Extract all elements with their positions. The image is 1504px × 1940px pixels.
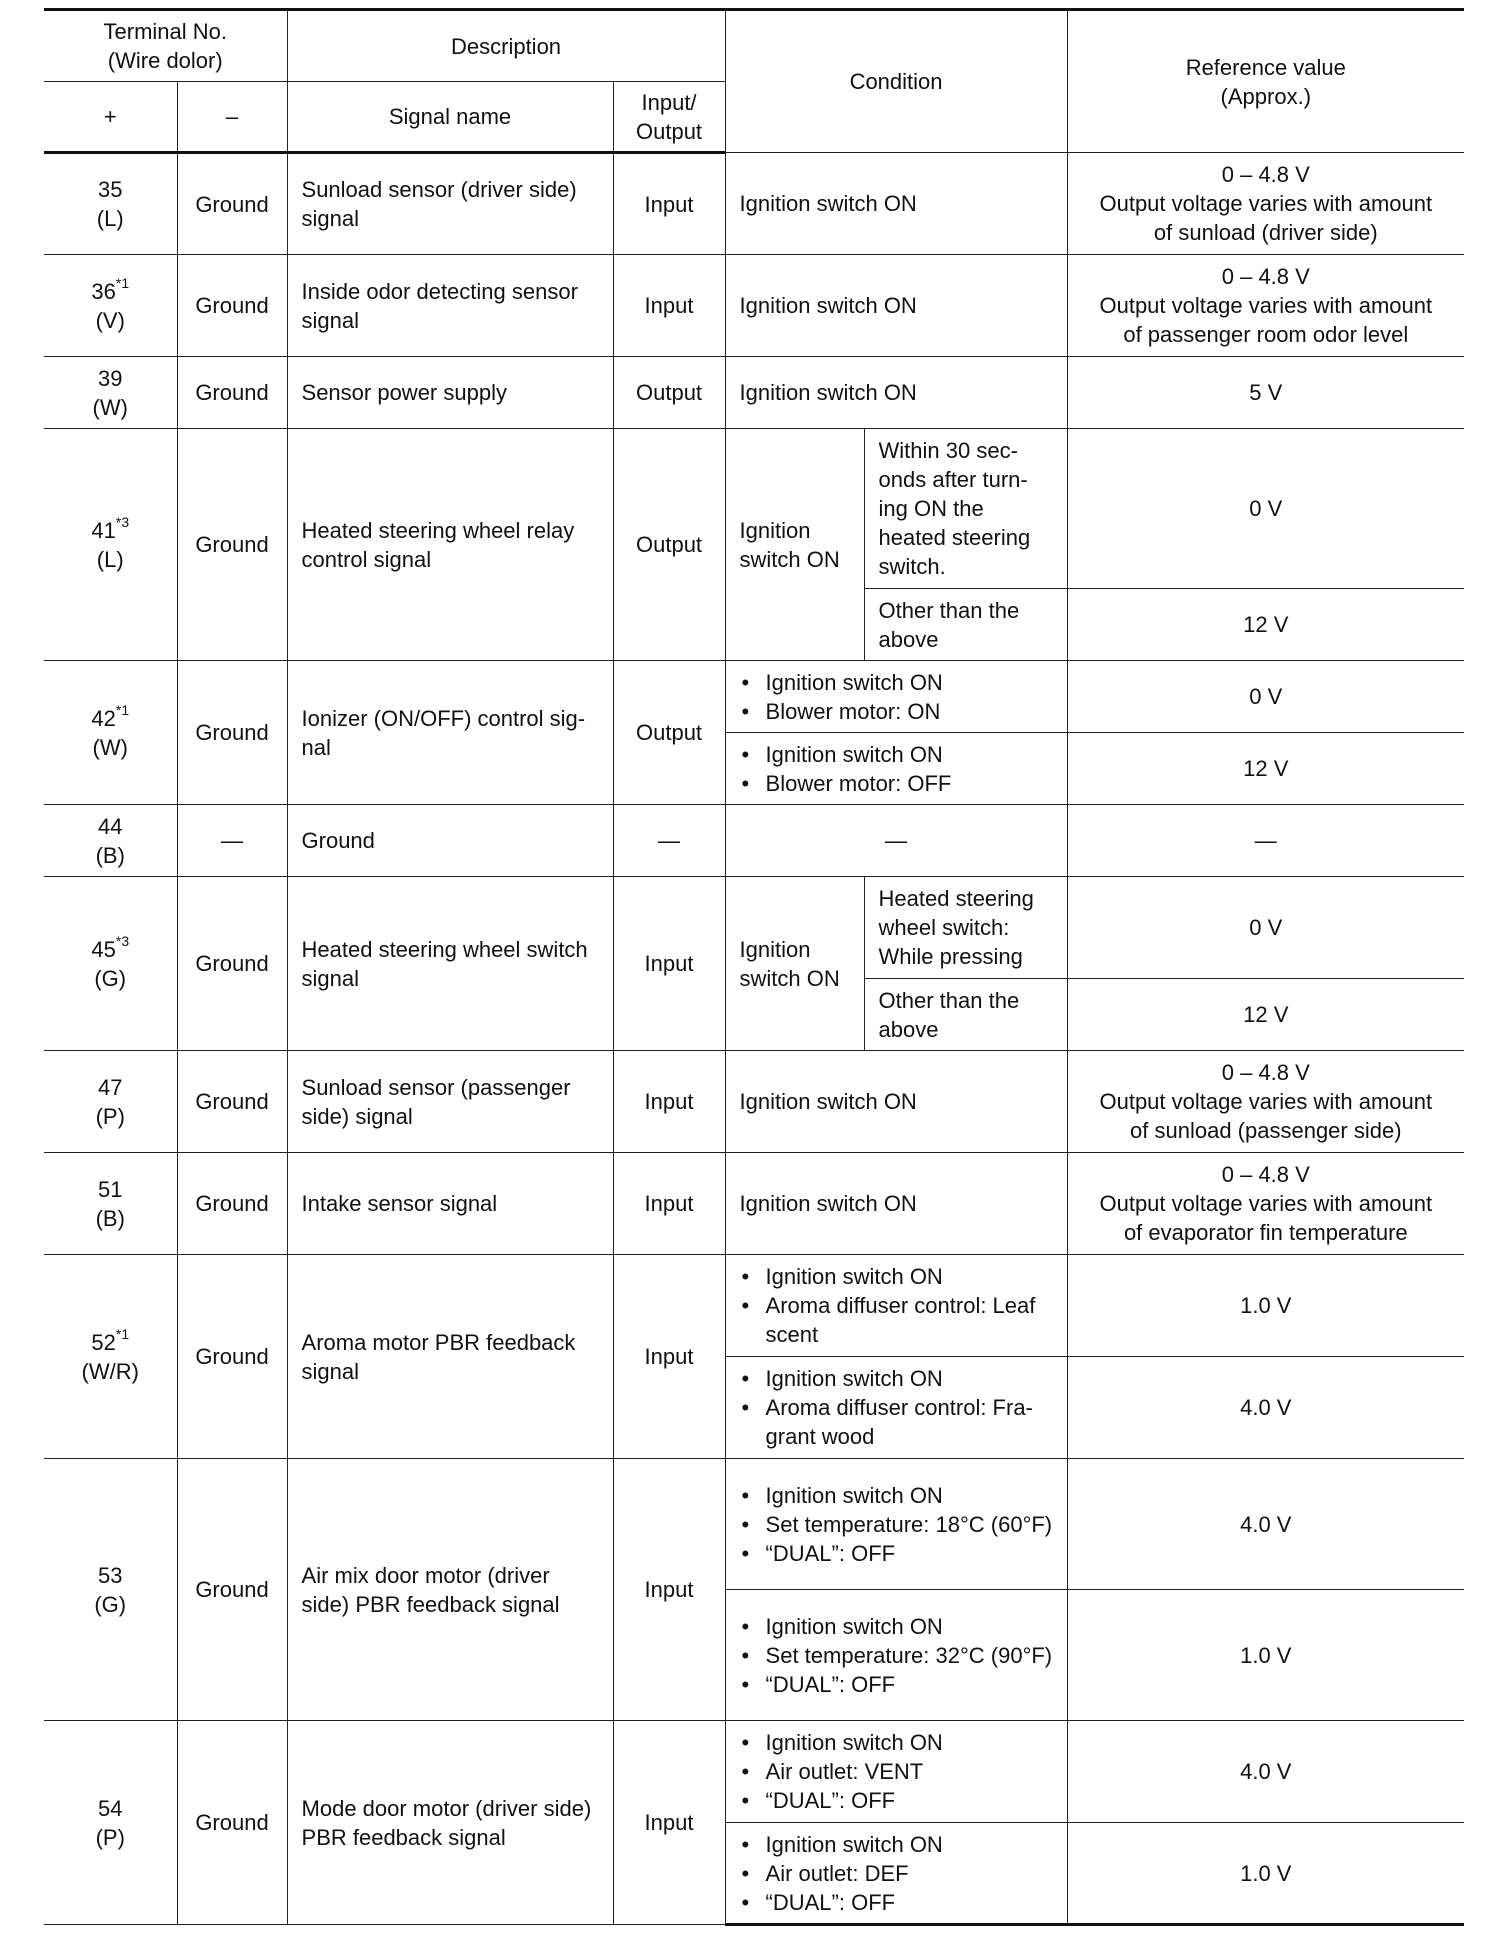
input-output-cell: Input <box>613 1459 725 1721</box>
terminal-number-value: 36 <box>91 278 116 304</box>
input-output-cell: Input <box>613 1255 725 1459</box>
reference-value-cell: 4.0 V <box>1067 1357 1464 1459</box>
terminal-number <box>58 277 163 306</box>
terminal-number <box>58 1794 163 1823</box>
condition-item: • Blower motor: ON <box>740 697 1053 726</box>
terminal-number-cell <box>44 661 177 805</box>
negative-terminal-cell: Ground <box>177 1153 287 1255</box>
wire-color: (G) <box>94 1591 127 1617</box>
reference-value-cell <box>1067 1153 1464 1255</box>
signal-name-cell: Intake sensor signal <box>287 1153 613 1255</box>
input-output-cell: Input <box>613 153 725 255</box>
terminal-number <box>58 1561 163 1590</box>
negative-terminal-cell: Ground <box>177 661 287 805</box>
wire-color: (B) <box>95 842 125 868</box>
signal-name-cell: Inside odor detecting sensor signal <box>287 255 613 357</box>
condition-item: • Set temperature: 18°C (60°F) <box>740 1510 1053 1539</box>
input-output-cell: — <box>613 805 725 877</box>
condition-header: Condition <box>725 10 1067 153</box>
condition-cell <box>725 661 1067 733</box>
condition-cell: Ignition switch ON <box>725 357 1067 429</box>
negative-terminal-cell: Ground <box>177 1721 287 1925</box>
reference-value-cell: 1.0 V <box>1067 1255 1464 1357</box>
table-row <box>44 153 1464 255</box>
reference-value-cell <box>1067 1051 1464 1153</box>
reference-value-cell: 1.0 V <box>1067 1590 1464 1721</box>
reference-line: 0 – 4.8 V <box>1221 1060 1310 1085</box>
table-row <box>44 429 1464 589</box>
reference-value-cell: 12 V <box>1067 979 1464 1051</box>
condition-item: • Air outlet: VENT <box>740 1757 1053 1786</box>
terminal-number <box>58 935 163 964</box>
reference-value-cell: 0 V <box>1067 661 1464 733</box>
condition-item: • Blower motor: OFF <box>740 769 1053 798</box>
condition-detail-cell: Other than the above <box>864 589 1067 661</box>
input-output-cell: Output <box>613 429 725 661</box>
table-row <box>44 661 1464 733</box>
negative-terminal-cell: Ground <box>177 255 287 357</box>
table-row <box>44 805 1464 877</box>
signal-name-cell: Air mix door motor (driver side) PBR feedback signal <box>287 1459 613 1721</box>
condition-cell: Ignition switch ON <box>725 255 1067 357</box>
condition-item: • Ignition switch ON <box>740 668 1053 697</box>
condition-cell <box>725 1357 1067 1459</box>
footnote-marker: *3 <box>115 933 130 950</box>
table-row <box>44 255 1464 357</box>
wire-color: (W) <box>92 734 128 760</box>
terminal-number-value: 52 <box>91 1329 116 1355</box>
reference-line: Output voltage varies with amount <box>1099 1089 1433 1114</box>
signal-name-cell: Ionizer (ON/OFF) control sig- nal <box>287 661 613 805</box>
reference-line: of passenger room odor level <box>1123 322 1409 347</box>
condition-item: • Aroma diffuser control: Fra- grant wood <box>740 1393 1053 1451</box>
condition-list <box>740 1481 1053 1568</box>
input-output-cell: Output <box>613 357 725 429</box>
signal-name-cell: Aroma motor PBR feedback signal <box>287 1255 613 1459</box>
signal-name-header: Signal name <box>287 82 613 153</box>
condition-cell <box>725 1823 1067 1925</box>
reference-line: 5 V <box>1249 380 1283 405</box>
negative-terminal-cell: Ground <box>177 153 287 255</box>
terminal-number-value: 53 <box>98 1562 123 1588</box>
table-row <box>44 1153 1464 1255</box>
negative-terminal-cell: Ground <box>177 1255 287 1459</box>
terminal-number-value: 45 <box>91 936 116 962</box>
reference-line: Output voltage varies with amount <box>1099 1191 1433 1216</box>
reference-line: 0 – 4.8 V <box>1221 1162 1310 1187</box>
reference-value-cell <box>1067 153 1464 255</box>
signal-name-cell: Mode door motor (driver side) PBR feedback signal <box>287 1721 613 1925</box>
terminal-number-cell <box>44 429 177 661</box>
terminal-number-value: 47 <box>98 1074 123 1100</box>
reference-line: of sunload (driver side) <box>1153 220 1378 245</box>
reference-value-cell: 4.0 V <box>1067 1721 1464 1823</box>
terminal-number <box>58 175 163 204</box>
reference-line: Output voltage varies with amount <box>1099 191 1433 216</box>
input-output-cell: Input <box>613 1051 725 1153</box>
terminal-number-cell <box>44 805 177 877</box>
input-output-cell: Output <box>613 661 725 805</box>
signal-name-cell: Heated steering wheel relay control signal <box>287 429 613 661</box>
condition-list <box>740 1830 1053 1917</box>
reference-line: Output voltage varies with amount <box>1099 293 1433 318</box>
terminal-number-cell <box>44 357 177 429</box>
negative-terminal-cell: Ground <box>177 1459 287 1721</box>
signal-name-cell: Sunload sensor (passenger side) signal <box>287 1051 613 1153</box>
table-row <box>44 1051 1464 1153</box>
terminal-no-header: Terminal No. (Wire dolor) <box>44 10 287 82</box>
terminal-number-value: 44 <box>98 813 123 839</box>
table-row <box>44 1255 1464 1357</box>
condition-item: • “DUAL”: OFF <box>740 1539 1053 1568</box>
condition-item: • Ignition switch ON <box>740 740 1053 769</box>
terminal-number-cell <box>44 1459 177 1721</box>
terminal-number-value: 41 <box>91 517 116 543</box>
reference-line: 0 – 4.8 V <box>1221 162 1310 187</box>
terminal-number-cell <box>44 1051 177 1153</box>
reference-value-cell: 0 V <box>1067 877 1464 979</box>
negative-terminal-cell: Ground <box>177 877 287 1051</box>
reference-value-cell: 12 V <box>1067 589 1464 661</box>
footnote-marker: *1 <box>115 1326 130 1343</box>
terminal-number <box>58 364 163 393</box>
negative-terminal-cell: Ground <box>177 429 287 661</box>
signal-name-cell: Sunload sensor (driver side) signal <box>287 153 613 255</box>
condition-detail-cell: Heated steering wheel switch: While pressing <box>864 877 1067 979</box>
condition-detail-cell: Other than the above <box>864 979 1067 1051</box>
condition-item: • Ignition switch ON <box>740 1830 1053 1859</box>
condition-detail-cell: Within 30 sec- onds after turn- ing ON the heated steering switch. <box>864 429 1067 589</box>
terminal-number-cell <box>44 153 177 255</box>
table-row <box>44 1459 1464 1590</box>
condition-item: • Set temperature: 32°C (90°F) <box>740 1641 1053 1670</box>
condition-cell <box>725 1721 1067 1823</box>
condition-item: • “DUAL”: OFF <box>740 1670 1053 1699</box>
terminal-number-cell <box>44 1255 177 1459</box>
input-output-cell: Input <box>613 255 725 357</box>
reference-line: of evaporator fin temperature <box>1123 1220 1408 1245</box>
negative-terminal-cell: Ground <box>177 1051 287 1153</box>
condition-main-cell: Ignition switch ON <box>725 429 864 661</box>
condition-item: • Ignition switch ON <box>740 1612 1053 1641</box>
minus-terminal-header: – <box>177 82 287 153</box>
terminal-number-cell <box>44 255 177 357</box>
condition-item: • Aroma diffuser control: Leaf scent <box>740 1291 1053 1349</box>
condition-cell: Ignition switch ON <box>725 153 1067 255</box>
negative-terminal-cell: — <box>177 805 287 877</box>
condition-item: • Ignition switch ON <box>740 1364 1053 1393</box>
table-row <box>44 357 1464 429</box>
terminal-number-value: 54 <box>98 1795 123 1821</box>
wire-color: (L) <box>96 546 124 572</box>
condition-cell <box>725 733 1067 805</box>
reference-value-cell <box>1067 805 1464 877</box>
terminal-number-value: 39 <box>98 365 123 391</box>
input-output-header: Input/ Output <box>613 82 725 153</box>
condition-item: • “DUAL”: OFF <box>740 1786 1053 1815</box>
description-header: Description <box>287 10 725 82</box>
table-row <box>44 1721 1464 1823</box>
terminal-number <box>58 1175 163 1204</box>
terminal-number-cell <box>44 1721 177 1925</box>
signal-name-cell: Sensor power supply <box>287 357 613 429</box>
condition-item: • “DUAL”: OFF <box>740 1888 1053 1917</box>
condition-cell <box>725 1255 1067 1357</box>
wire-color: (W) <box>92 394 128 420</box>
wire-color: (W/R) <box>81 1358 139 1384</box>
input-output-cell: Input <box>613 1721 725 1925</box>
condition-list <box>740 740 1053 798</box>
condition-cell: Ignition switch ON <box>725 1153 1067 1255</box>
condition-list <box>740 1364 1053 1451</box>
reference-value-cell: 12 V <box>1067 733 1464 805</box>
condition-item: • Ignition switch ON <box>740 1728 1053 1757</box>
wire-color: (P) <box>95 1824 125 1850</box>
footnote-marker: *1 <box>115 702 130 719</box>
condition-cell: — <box>725 805 1067 877</box>
condition-cell <box>725 1590 1067 1721</box>
condition-list <box>740 1728 1053 1815</box>
negative-terminal-cell: Ground <box>177 357 287 429</box>
reference-value-cell: 0 V <box>1067 429 1464 589</box>
condition-list <box>740 1612 1053 1699</box>
wire-color: (G) <box>94 965 127 991</box>
terminal-number-cell <box>44 1153 177 1255</box>
reference-line: — <box>1254 828 1277 853</box>
plus-terminal-header: + <box>44 82 177 153</box>
input-output-cell: Input <box>613 1153 725 1255</box>
terminal-number-cell <box>44 877 177 1051</box>
reference-value-header: Reference value (Approx.) <box>1067 10 1464 153</box>
condition-list <box>740 668 1053 726</box>
signal-name-cell: Heated steering wheel switch signal <box>287 877 613 1051</box>
terminal-number <box>58 516 163 545</box>
reference-line: 0 – 4.8 V <box>1221 264 1310 289</box>
terminal-number <box>58 812 163 841</box>
condition-item: • Ignition switch ON <box>740 1481 1053 1510</box>
input-output-cell: Input <box>613 877 725 1051</box>
wire-color: (P) <box>95 1103 125 1129</box>
reference-value-cell: 4.0 V <box>1067 1459 1464 1590</box>
condition-cell: Ignition switch ON <box>725 1051 1067 1153</box>
signal-name-cell: Ground <box>287 805 613 877</box>
condition-item: • Ignition switch ON <box>740 1262 1053 1291</box>
condition-item: • Air outlet: DEF <box>740 1859 1053 1888</box>
terminal-number-value: 42 <box>91 705 116 731</box>
terminal-number-value: 35 <box>98 177 123 202</box>
reference-value-cell <box>1067 357 1464 429</box>
wire-color: (V) <box>95 307 125 333</box>
terminal-reference-table <box>44 8 1464 1926</box>
footnote-marker: *3 <box>115 514 130 531</box>
condition-main-cell: Ignition switch ON <box>725 877 864 1051</box>
terminal-number-value: 51 <box>98 1176 123 1202</box>
terminal-number <box>58 1073 163 1102</box>
wire-color: (B) <box>95 1205 125 1231</box>
condition-cell <box>725 1459 1067 1590</box>
terminal-number <box>58 1328 163 1357</box>
reference-value-cell <box>1067 255 1464 357</box>
wire-color: (L) <box>96 206 124 231</box>
footnote-marker: *1 <box>115 275 130 292</box>
reference-line: of sunload (passenger side) <box>1130 1118 1402 1143</box>
table-row <box>44 877 1464 979</box>
terminal-number <box>58 704 163 733</box>
condition-list <box>740 1262 1053 1349</box>
reference-value-cell: 1.0 V <box>1067 1823 1464 1925</box>
